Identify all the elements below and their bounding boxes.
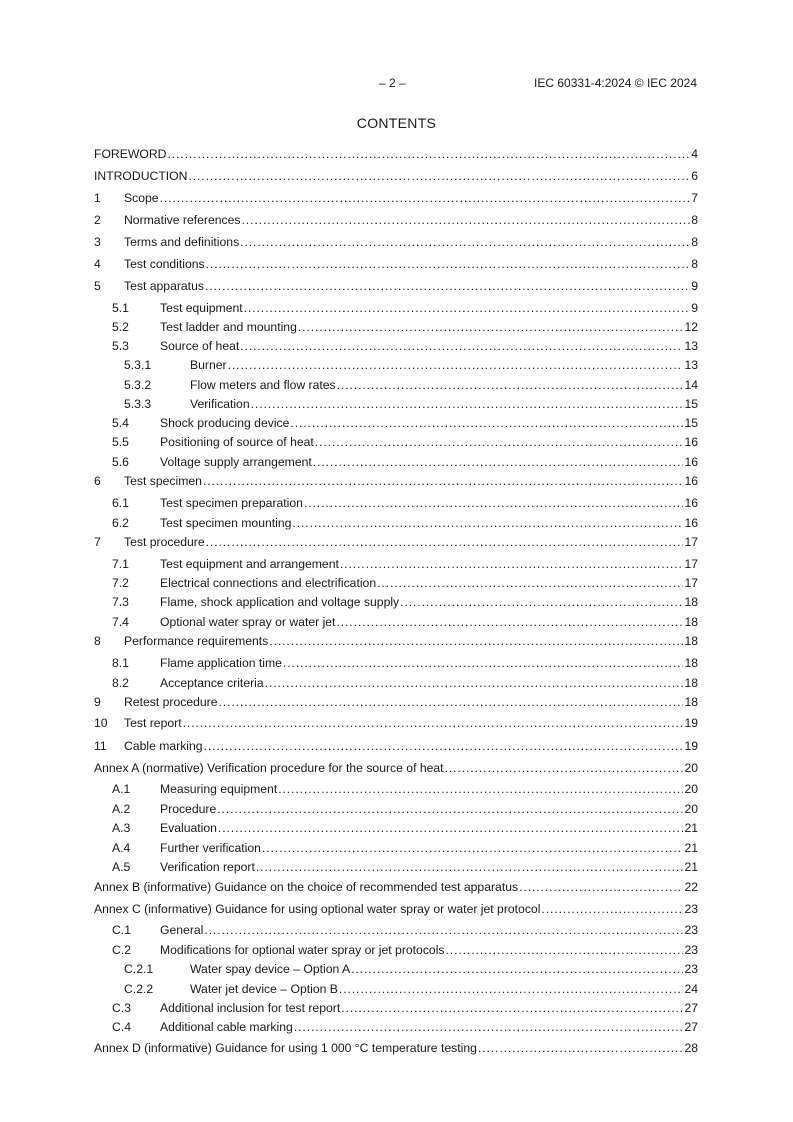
- toc-entry-label: Optional water spray or water jet: [160, 615, 336, 629]
- toc-entry-number: A.3: [112, 821, 131, 835]
- toc-entry[interactable]: [94, 515, 698, 531]
- toc-entry-number: A.2: [112, 802, 131, 816]
- toc-entry[interactable]: [94, 820, 698, 836]
- toc-entry-label: Shock producing device: [160, 416, 290, 430]
- toc-entry-number: A.5: [112, 860, 131, 874]
- toc-entry-number: 7: [94, 535, 101, 549]
- toc-entry-page: 8: [691, 257, 698, 271]
- dot-leader: [283, 655, 684, 671]
- toc-entry-label: INTRODUCTION: [94, 169, 188, 183]
- toc-entry-page: 18: [684, 615, 698, 629]
- toc-entry-page: 27: [684, 1020, 698, 1034]
- toc-entry-number: 5.3: [112, 339, 129, 353]
- toc-entry-page: 16: [684, 435, 698, 449]
- toc-entry-number: 5.2: [112, 320, 129, 334]
- toc-entry-label: Test equipment: [160, 301, 243, 315]
- toc-entry-number: 7.4: [112, 615, 129, 629]
- dot-leader: [298, 319, 684, 335]
- dot-leader: [336, 614, 683, 630]
- toc-entry-label: Acceptance criteria: [160, 676, 264, 690]
- dot-leader: [206, 256, 691, 272]
- toc-entry-label: Positioning of source of heat: [160, 435, 314, 449]
- toc-entry-number: C.3: [112, 1001, 131, 1015]
- toc-entry-label: FOREWORD: [94, 147, 167, 161]
- toc-entry-page: 7: [691, 191, 698, 205]
- toc-entry[interactable]: [94, 256, 698, 272]
- toc-entry-number: C.1: [112, 923, 131, 937]
- toc-entry-page: 17: [684, 576, 698, 590]
- dot-leader: [294, 1019, 684, 1035]
- toc-entry[interactable]: [94, 212, 698, 228]
- toc-entry-label: Modifications for optional water spray or jet protocols: [160, 943, 445, 957]
- toc-entry[interactable]: [94, 434, 698, 450]
- toc-entry-label: Annex B (informative) Guidance on the choice of recommended test apparatus: [94, 880, 519, 894]
- page-number: – 2 –: [379, 76, 406, 90]
- toc-entry-label: Measuring equipment: [160, 782, 278, 796]
- toc-entry-number: 1: [94, 191, 101, 205]
- toc-entry-number: 6.2: [112, 516, 129, 530]
- toc-entry-page: 18: [684, 695, 698, 709]
- toc-entry-number: 5.5: [112, 435, 129, 449]
- toc-entry[interactable]: [94, 961, 698, 977]
- dot-leader: [217, 801, 683, 817]
- toc-entry-page: 16: [684, 516, 698, 530]
- contents-title: CONTENTS: [356, 115, 437, 131]
- toc-entry-page: 8: [691, 213, 698, 227]
- toc-entry-label: Flame application time: [160, 656, 282, 670]
- toc-entry[interactable]: [94, 1000, 698, 1016]
- toc-entry[interactable]: [94, 234, 698, 250]
- toc-entry-page: 20: [684, 802, 698, 816]
- dot-leader: [377, 575, 683, 591]
- toc-entry-label: Performance requirements: [124, 634, 269, 648]
- toc-entry-page: 16: [684, 455, 698, 469]
- toc-entry-number: 6: [94, 474, 101, 488]
- toc-entry-page: 12: [684, 320, 698, 334]
- toc-entry-number: 9: [94, 695, 101, 709]
- dot-leader: [445, 760, 684, 776]
- toc-entry-label: Additional inclusion for test report: [160, 1001, 341, 1015]
- dot-leader: [160, 190, 691, 206]
- dot-leader: [290, 415, 683, 431]
- toc-entry[interactable]: [94, 319, 698, 335]
- toc-entry-label: Water spay device – Option A: [190, 962, 351, 976]
- toc-entry-page: 14: [684, 378, 698, 392]
- toc-entry-label: Test conditions: [124, 257, 205, 271]
- toc-entry-page: 18: [684, 676, 698, 690]
- toc-entry[interactable]: [94, 278, 698, 294]
- toc-entry[interactable]: [94, 922, 698, 938]
- toc-entry[interactable]: [94, 614, 698, 630]
- dot-leader: [262, 840, 684, 856]
- dot-leader: [183, 715, 684, 731]
- dot-leader: [244, 300, 691, 316]
- toc-entry-number: 4: [94, 257, 101, 271]
- toc-entry[interactable]: [94, 377, 698, 393]
- toc-entry[interactable]: [94, 694, 698, 710]
- toc-entry-number: 5.3.3: [124, 397, 152, 411]
- toc-entry[interactable]: [94, 633, 698, 649]
- toc-entry-number: 5.6: [112, 455, 129, 469]
- toc-entry-page: 16: [684, 474, 698, 488]
- dot-leader: [337, 377, 684, 393]
- toc-entry-page: 13: [684, 358, 698, 372]
- toc-entry[interactable]: [94, 942, 698, 958]
- toc-entry-number: C.4: [112, 1020, 131, 1034]
- toc-entry[interactable]: [94, 168, 698, 184]
- toc-entry-number: 3: [94, 235, 101, 249]
- dot-leader: [478, 1040, 684, 1056]
- toc-entry-page: 18: [684, 595, 698, 609]
- toc-entry[interactable]: [94, 840, 698, 856]
- toc-entry[interactable]: [94, 859, 698, 875]
- toc-entry-number: 5: [94, 279, 101, 293]
- toc-entry-number: 5.1: [112, 301, 129, 315]
- standard-reference: IEC 60331-4:2024 © IEC 2024: [534, 76, 697, 90]
- toc-entry-label: Test equipment and arrangement: [160, 557, 339, 571]
- toc-entry-number: A.4: [112, 841, 131, 855]
- toc-entry-page: 23: [684, 902, 698, 916]
- toc-entry-label: General: [160, 923, 204, 937]
- toc-entry-number: 8: [94, 634, 101, 648]
- dot-leader: [269, 633, 683, 649]
- toc-entry[interactable]: [94, 981, 698, 997]
- toc-entry-number: 2: [94, 213, 101, 227]
- toc-entry[interactable]: [94, 338, 698, 354]
- dot-leader: [188, 168, 690, 184]
- dot-leader: [340, 556, 684, 572]
- toc-entry-page: 20: [684, 761, 698, 775]
- toc-entry-number: C.2.2: [124, 982, 154, 996]
- toc-entry-number: 8.1: [112, 656, 129, 670]
- dot-leader: [256, 859, 684, 875]
- toc-entry-label: Test specimen: [124, 474, 202, 488]
- dot-leader: [351, 961, 683, 977]
- dot-leader: [446, 942, 684, 958]
- toc-entry[interactable]: [94, 675, 698, 691]
- toc-entry-page: 18: [684, 656, 698, 670]
- toc-entry-label: Retest procedure: [124, 695, 218, 709]
- toc-entry-label: Test specimen mounting: [160, 516, 292, 530]
- toc-entry-page: 15: [684, 416, 698, 430]
- toc-entry[interactable]: [94, 901, 698, 917]
- toc-entry[interactable]: [94, 556, 698, 572]
- toc-entry-label: Voltage supply arrangement: [160, 455, 312, 469]
- toc-entry-number: 10: [94, 716, 108, 730]
- toc-entry-number: 5.3.1: [124, 358, 152, 372]
- toc-entry[interactable]: [94, 396, 698, 412]
- toc-entry-page: 22: [684, 880, 698, 894]
- toc-entry-number: C.2.1: [124, 962, 154, 976]
- toc-entry-page: 19: [684, 716, 698, 730]
- dot-leader: [218, 820, 684, 836]
- toc-entry[interactable]: [94, 760, 698, 776]
- toc-entry-page: 17: [684, 535, 698, 549]
- toc-entry-label: Terms and definitions: [124, 235, 240, 249]
- toc-entry-label: Test procedure: [124, 535, 205, 549]
- toc-entry-label: Verification report: [160, 860, 255, 874]
- toc-entry-label: Flow meters and flow rates: [190, 378, 336, 392]
- toc-entry-number: 6.1: [112, 496, 129, 510]
- dot-leader: [541, 901, 683, 917]
- toc-entry[interactable]: [94, 1019, 698, 1035]
- toc-entry-page: 23: [684, 943, 698, 957]
- toc-entry-page: 15: [684, 397, 698, 411]
- dot-leader: [205, 278, 690, 294]
- dot-leader: [315, 434, 684, 450]
- toc-entry-label: Additional cable marking: [160, 1020, 293, 1034]
- toc-entry-page: 8: [691, 235, 698, 249]
- dot-leader: [219, 694, 684, 710]
- toc-entry-page: 16: [684, 496, 698, 510]
- dot-leader: [519, 879, 683, 895]
- toc-entry-page: 21: [684, 860, 698, 874]
- toc-entry-page: 19: [684, 739, 698, 753]
- toc-entry-label: Test apparatus: [124, 279, 204, 293]
- toc-entry[interactable]: [94, 454, 698, 470]
- toc-entry-page: 9: [691, 301, 698, 315]
- toc-entry-page: 6: [691, 169, 698, 183]
- dot-leader: [400, 594, 683, 610]
- dot-leader: [313, 454, 684, 470]
- toc-entry-page: 27: [684, 1001, 698, 1015]
- toc-entry[interactable]: [94, 146, 698, 162]
- dot-leader: [242, 212, 691, 228]
- toc-entry-number: 11: [94, 739, 107, 753]
- toc-entry-label: Evaluation: [160, 821, 217, 835]
- toc-entry-page: 9: [691, 279, 698, 293]
- dot-leader: [203, 473, 684, 489]
- toc-entry[interactable]: [94, 190, 698, 206]
- toc-entry-label: Verification: [190, 397, 250, 411]
- toc-entry-page: 21: [684, 821, 698, 835]
- toc-entry-label: Annex D (informative) Guidance for using 1 000 °C temperature testing: [94, 1041, 477, 1055]
- dot-leader: [240, 338, 683, 354]
- toc-entry[interactable]: [94, 594, 698, 610]
- toc-entry-label: Cable marking: [124, 739, 203, 753]
- toc-entry-label: Flame, shock application and voltage supply: [160, 595, 400, 609]
- toc-entry[interactable]: [94, 534, 698, 550]
- toc-entry-page: 17: [684, 557, 698, 571]
- toc-entry-number: 5.3.2: [124, 378, 152, 392]
- toc-entry-label: Burner: [190, 358, 227, 372]
- toc-entry-label: Water jet device – Option B: [190, 982, 338, 996]
- toc-entry-label: Annex A (normative) Verification procedure for the source of heat: [94, 761, 444, 775]
- dot-leader: [341, 1000, 683, 1016]
- toc-entry[interactable]: [94, 575, 698, 591]
- toc-entry[interactable]: [94, 1040, 698, 1056]
- dot-leader: [240, 234, 690, 250]
- toc-entry-label: Further verification: [160, 841, 261, 855]
- toc-entry-number: A.1: [112, 782, 131, 796]
- toc-entry[interactable]: [94, 715, 698, 731]
- toc-entry-number: 7.2: [112, 576, 129, 590]
- dot-leader: [206, 534, 684, 550]
- toc-entry-label: Normative references: [124, 213, 241, 227]
- toc-entry[interactable]: [94, 879, 698, 895]
- toc-entry-number: C.2: [112, 943, 131, 957]
- toc-entry[interactable]: [94, 655, 698, 671]
- toc-entry[interactable]: [94, 801, 698, 817]
- toc-entry-label: Procedure: [160, 802, 217, 816]
- toc-entry[interactable]: [94, 738, 698, 754]
- toc-entry-label: Electrical connections and electrification: [160, 576, 377, 590]
- dot-leader: [304, 495, 683, 511]
- toc-entry-page: 23: [684, 923, 698, 937]
- toc-entry-label: Annex C (informative) Guidance for using optional water spray or water jet protocol: [94, 902, 541, 916]
- toc-entry[interactable]: [94, 300, 698, 316]
- toc-entry-number: 7.1: [112, 557, 129, 571]
- dot-leader: [339, 981, 684, 997]
- toc-entry-label: Source of heat: [160, 339, 240, 353]
- toc-entry-page: 13: [684, 339, 698, 353]
- dot-leader: [204, 738, 684, 754]
- toc-entry-page: 20: [684, 782, 698, 796]
- dot-leader: [278, 781, 683, 797]
- toc-entry[interactable]: [94, 415, 698, 431]
- toc-entry-page: 24: [684, 982, 698, 996]
- toc-entry-page: 21: [684, 841, 698, 855]
- toc-entry-page: 4: [691, 147, 698, 161]
- dot-leader: [204, 922, 683, 938]
- toc-entry-label: Test report: [124, 716, 182, 730]
- toc-entry[interactable]: [94, 495, 698, 511]
- toc-entry-label: Scope: [124, 191, 159, 205]
- toc-entry-page: 23: [684, 962, 698, 976]
- dot-leader: [292, 515, 683, 531]
- dot-leader: [167, 146, 690, 162]
- toc-entry-page: 18: [684, 634, 698, 648]
- dot-leader: [251, 396, 684, 412]
- toc-entry[interactable]: [94, 781, 698, 797]
- toc-entry-number: 5.4: [112, 416, 129, 430]
- toc-entry-number: 7.3: [112, 595, 129, 609]
- dot-leader: [265, 675, 684, 691]
- toc-entry-label: Test ladder and mounting: [160, 320, 297, 334]
- toc-entry-label: Test specimen preparation: [160, 496, 303, 510]
- dot-leader: [228, 357, 684, 373]
- toc-entry-page: 28: [684, 1041, 698, 1055]
- toc-entry[interactable]: [94, 473, 698, 489]
- toc-entry[interactable]: [94, 357, 698, 373]
- toc-entry-number: 8.2: [112, 676, 129, 690]
